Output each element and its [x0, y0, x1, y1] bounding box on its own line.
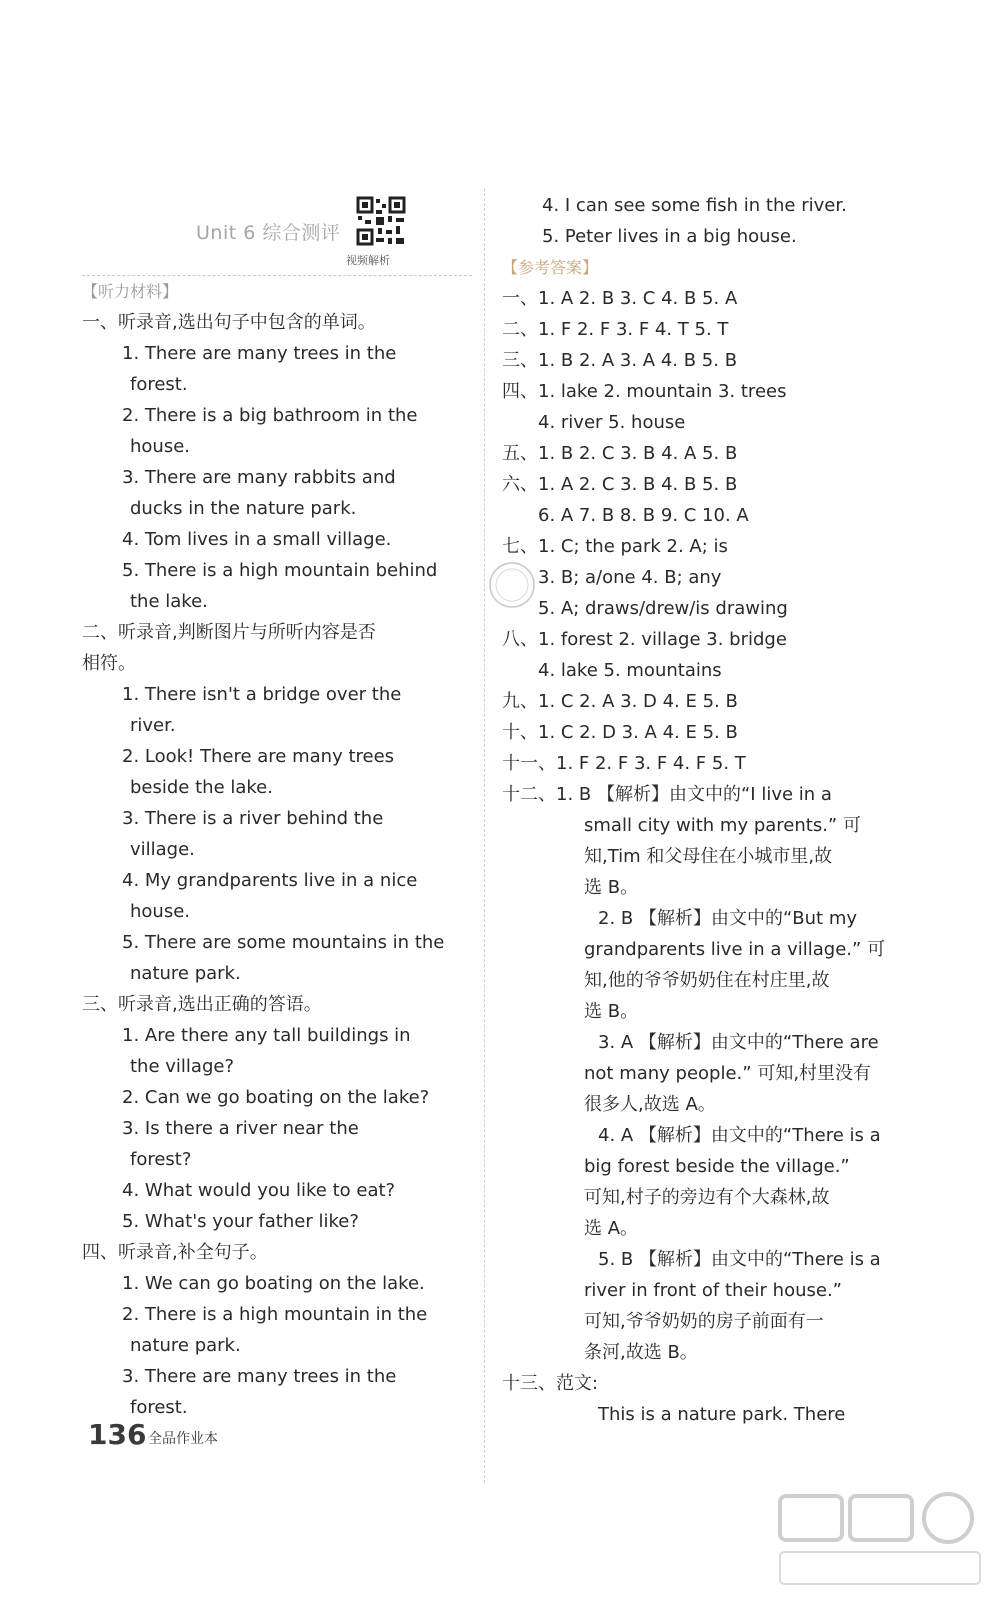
unit-title: Unit 6 综合测评 — [196, 222, 341, 244]
line-text: forest. — [130, 374, 188, 395]
line-text: beside the lake. — [130, 777, 273, 798]
line-text: 选 B。 — [584, 877, 639, 898]
left-text-line — [82, 586, 462, 617]
line-text: 一、1. A 2. B 3. C 4. B 5. A — [502, 288, 738, 309]
line-text: 4. Tom lives in a small village. — [122, 529, 392, 550]
line-text: river in front of their house.” — [584, 1280, 842, 1301]
right-text-line — [502, 903, 882, 934]
left-text-line — [82, 462, 462, 493]
line-text: 二、听录音,判断图片与所听内容是否 — [82, 622, 376, 643]
line-text: 十、1. C 2. D 3. A 4. E 5. B — [502, 722, 738, 743]
left-text-line — [82, 989, 462, 1020]
book-name: 全品作业本 — [148, 1431, 218, 1447]
line-text: 5. What's your father like? — [122, 1211, 359, 1232]
line-text: 1. Are there any tall buildings in — [122, 1025, 411, 1046]
line-text: 二、1. F 2. F 3. F 4. T 5. T — [502, 319, 729, 340]
line-text: 三、1. B 2. A 3. A 4. B 5. B — [502, 350, 738, 371]
left-text-line — [82, 1051, 462, 1082]
left-text-line — [82, 648, 462, 679]
right-text-line — [502, 1182, 882, 1213]
left-text-line — [82, 1175, 462, 1206]
line-text: 七、1. C; the park 2. A; is — [502, 536, 728, 557]
right-text-line — [502, 872, 882, 903]
right-text-line — [502, 748, 882, 779]
right-text-line — [502, 1306, 882, 1337]
right-text-line — [502, 314, 882, 345]
line-text: 5. There is a high mountain behind — [122, 560, 438, 581]
right-text-line — [502, 469, 882, 500]
line-text: 3. There is a river behind the — [122, 808, 384, 829]
left-text-line — [82, 1206, 462, 1237]
line-text: 2. B 【解析】由文中的“But my — [598, 908, 858, 929]
right-text-line — [502, 624, 882, 655]
page-number: 136 — [88, 1418, 147, 1451]
left-text-line — [82, 834, 462, 865]
line-text: 十二、1. B 【解析】由文中的“I live in a — [502, 784, 832, 805]
line-text: forest. — [130, 1397, 188, 1418]
left-text-line — [82, 276, 462, 307]
left-text-line — [82, 1268, 462, 1299]
right-text-line — [502, 1089, 882, 1120]
left-text-line — [82, 493, 462, 524]
left-text-line — [82, 1020, 462, 1051]
right-text-line — [502, 717, 882, 748]
line-text: 知,Tim 和父母住在小城市里,故 — [584, 846, 833, 867]
line-text: 八、1. forest 2. village 3. bridge — [502, 629, 787, 650]
left-text-line — [82, 1361, 462, 1392]
right-text-line — [502, 655, 882, 686]
right-text-line — [502, 190, 882, 221]
line-text: grandparents live in a village.” 可 — [584, 939, 886, 960]
left-text-line — [82, 865, 462, 896]
right-text-line — [502, 1244, 882, 1275]
right-text-line — [502, 1337, 882, 1368]
left-text-line — [82, 1237, 462, 1268]
line-text: 5. B 【解析】由文中的“There is a — [598, 1249, 881, 1270]
left-text-line — [82, 679, 462, 710]
left-text-line — [82, 896, 462, 927]
column-divider — [484, 188, 485, 1483]
right-text-line — [502, 686, 882, 717]
line-text: 2. Look! There are many trees — [122, 746, 395, 767]
line-text: 很多人,故选 A。 — [584, 1094, 716, 1115]
line-text: the lake. — [130, 591, 208, 612]
line-text: ducks in the nature park. — [130, 498, 357, 519]
watermark-logo-icon — [776, 1490, 986, 1590]
line-text: 2. There is a high mountain in the — [122, 1304, 428, 1325]
left-text-line — [82, 338, 462, 369]
line-text: 五、1. B 2. C 3. B 4. A 5. B — [502, 443, 738, 464]
line-text: river. — [130, 715, 176, 736]
right-text-line — [502, 531, 882, 562]
line-text: This is a nature park. There — [598, 1404, 846, 1425]
line-text: the village? — [130, 1056, 235, 1077]
left-text-line — [82, 617, 462, 648]
right-text-line — [502, 252, 882, 283]
right-text-line — [502, 376, 882, 407]
right-column — [502, 190, 886, 1430]
left-text-line — [82, 927, 462, 958]
right-text-line — [502, 1275, 882, 1306]
line-text: nature park. — [130, 1335, 241, 1356]
left-text-line — [82, 1299, 462, 1330]
line-text: 四、听录音,补全句子。 — [82, 1242, 268, 1263]
line-text: 条河,故选 B。 — [584, 1342, 698, 1363]
right-text-line — [502, 810, 882, 841]
line-text: 选 B。 — [584, 1001, 639, 1022]
left-text-line — [82, 1144, 462, 1175]
left-text-line — [82, 369, 462, 400]
line-text: 4. I can see some fish in the river. — [542, 195, 847, 216]
left-text-line — [82, 524, 462, 555]
left-text-line — [82, 431, 462, 462]
stamp-seal-icon — [487, 560, 537, 610]
section-tag: 【听力材料】 — [82, 282, 179, 301]
line-text: 十一、1. F 2. F 3. F 4. F 5. T — [502, 753, 746, 774]
line-text: 3. Is there a river near the — [122, 1118, 359, 1139]
line-text: village. — [130, 839, 195, 860]
right-text-line — [502, 965, 882, 996]
line-text: forest? — [130, 1149, 192, 1170]
line-text: 4. lake 5. mountains — [538, 660, 722, 681]
line-text: 相符。 — [82, 653, 136, 674]
right-text-line — [502, 438, 882, 469]
right-text-line — [502, 841, 882, 872]
qr-caption: 视频解析 — [346, 254, 390, 267]
right-text-line — [502, 1058, 882, 1089]
line-text: 2. There is a big bathroom in the — [122, 405, 418, 426]
right-text-line — [502, 562, 882, 593]
line-text: 一、听录音,选出句子中包含的单词。 — [82, 312, 376, 333]
right-text-line — [502, 1027, 882, 1058]
line-text: 3. There are many rabbits and — [122, 467, 396, 488]
left-text-line — [82, 710, 462, 741]
line-text: 3. A 【解析】由文中的“There are — [598, 1032, 879, 1053]
line-text: house. — [130, 436, 191, 457]
right-text-line — [502, 1213, 882, 1244]
right-text-line — [502, 996, 882, 1027]
line-text: 2. Can we go boating on the lake? — [122, 1087, 430, 1108]
left-text-line — [82, 555, 462, 586]
right-text-line — [502, 1151, 882, 1182]
line-text: 4. river 5. house — [538, 412, 686, 433]
left-text-line — [82, 958, 462, 989]
right-text-line — [502, 500, 882, 531]
line-text: small city with my parents.” 可 — [584, 815, 861, 836]
line-text: 3. B; a/one 4. B; any — [538, 567, 722, 588]
left-text-line — [82, 772, 462, 803]
line-text: 可知,村子的旁边有个大森林,故 — [584, 1187, 830, 1208]
left-text-line — [82, 307, 462, 338]
left-text-line — [82, 1330, 462, 1361]
line-text: 六、1. A 2. C 3. B 4. B 5. B — [502, 474, 738, 495]
line-text: 5. There are some mountains in the — [122, 932, 445, 953]
left-column — [82, 276, 462, 1423]
line-text: house. — [130, 901, 191, 922]
line-text: 九、1. C 2. A 3. D 4. E 5. B — [502, 691, 738, 712]
right-text-line — [502, 221, 882, 252]
right-text-line — [502, 1120, 882, 1151]
line-text: big forest beside the village.” — [584, 1156, 850, 1177]
line-text: 5. Peter lives in a big house. — [542, 226, 797, 247]
line-text: 6. A 7. B 8. B 9. C 10. A — [538, 505, 749, 526]
line-text: 1. There isn't a bridge over the — [122, 684, 402, 705]
left-text-line — [82, 1113, 462, 1144]
line-text: 4. What would you like to eat? — [122, 1180, 396, 1201]
line-text: not many people.” 可知,村里没有 — [584, 1063, 872, 1084]
left-text-line — [82, 1082, 462, 1113]
line-text: nature park. — [130, 963, 241, 984]
line-text: 可知,爷爷奶奶的房子前面有一 — [584, 1311, 824, 1332]
qr-code-icon[interactable] — [356, 196, 406, 246]
right-text-line — [502, 1399, 882, 1430]
line-text: 1. We can go boating on the lake. — [122, 1273, 425, 1294]
section-tag: 【参考答案】 — [502, 258, 599, 277]
right-text-line — [502, 593, 882, 624]
line-text: 1. There are many trees in the — [122, 343, 397, 364]
line-text: 4. My grandparents live in a nice — [122, 870, 418, 891]
line-text: 3. There are many trees in the — [122, 1366, 397, 1387]
right-text-line — [502, 407, 882, 438]
line-text: 十三、范文: — [502, 1373, 599, 1394]
left-text-line — [82, 741, 462, 772]
right-text-line — [502, 934, 886, 965]
line-text: 选 A。 — [584, 1218, 639, 1239]
right-text-line — [502, 779, 882, 810]
line-text: 三、听录音,选出正确的答语。 — [82, 994, 322, 1015]
right-text-line — [502, 345, 882, 376]
left-text-line — [82, 400, 462, 431]
line-text: 四、1. lake 2. mountain 3. trees — [502, 381, 787, 402]
line-text: 5. A; draws/drew/is drawing — [538, 598, 788, 619]
left-text-line — [82, 803, 462, 834]
line-text: 4. A 【解析】由文中的“There is a — [598, 1125, 881, 1146]
right-text-line — [502, 283, 882, 314]
right-text-line — [502, 1368, 882, 1399]
line-text: 知,他的爷爷奶奶住在村庄里,故 — [584, 970, 830, 991]
